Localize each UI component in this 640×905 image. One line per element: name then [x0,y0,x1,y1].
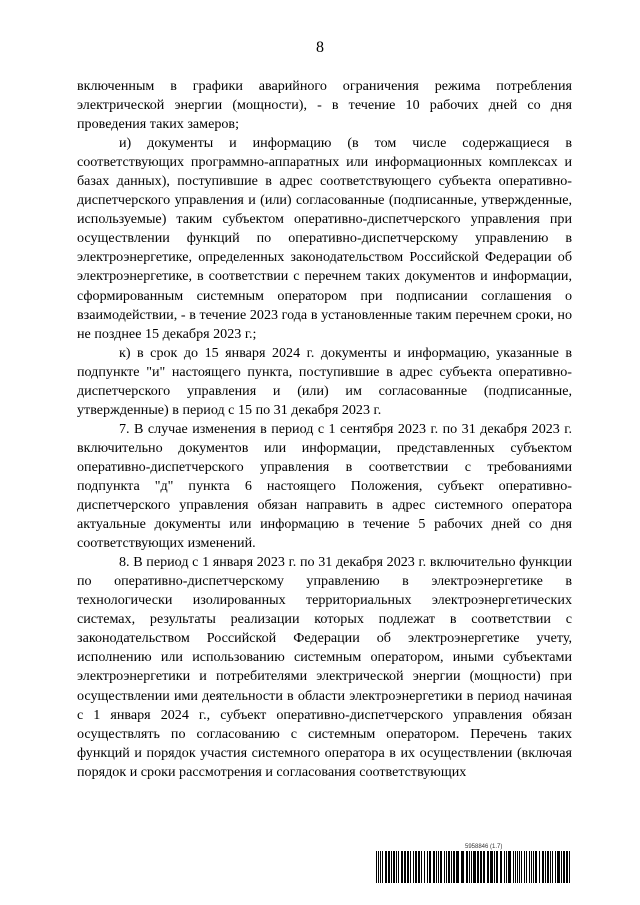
paragraph-point-8: 8. В период с 1 января 2023 г. по 31 декабря 2023 г. включительно функции по оперативно-диспетчерскому управлению в электроэнергетике в технологически изолированных территориальных электроэнергетических системах, результаты реализации которых подлежат в соответствии с законодательством Российской Федерации об электроэнергетике учету, исполнению или использованию системным оператором, иными субъектами электроэнергетики и потребителями электрической энергии (мощности) при осуществлении ими деятельности в области электроэнергетики в период начиная с 1 января 2024 г., субъект оперативно-диспетчерского управления обязан осуществлять по согласованию с системным оператором. Перечень таких функций и порядок участия системного оператора в их осуществлении (включая порядок и сроки рассмотрения и согласования соответствующих [77,554,572,780]
barcode-image [376,851,570,883]
page-number: 8 [316,39,324,56]
paragraph-item-i: и) документы и информацию (в том числе содержащиеся в соответствующих программно-аппаратных или информационных комплексах и базах данных), поступившие в адрес соответствующего субъекта оперативно-диспетчерского управления и (или) согласованные (подписанные, утвержденные, используемые) таким субъектом оперативно-диспетчерского управления при осуществлении функций по оперативно-диспетчерскому управлению в электроэнергетике, определенных законодательством Российской Федерации об электроэнергетике, в соответствии с перечнем таких документов и информации, сформированным системным оператором при подписании соглашения о взаимодействии, - в течение 2023 года в установленные таким перечнем сроки, но не позднее 15 декабря 2023 г.; [77,135,572,342]
paragraph-point-7: 7. В случае изменения в период с 1 сентября 2023 г. по 31 декабря 2023 г. включительно документов или информации, представленных субъектом оперативно-диспетчерского управления в соответствии с требованиями подпункта "д" пункта 6 настоящего Положения, субъект оперативно-диспетчерского управления обязан направить в адрес системного оператора актуальные документы или информацию в течение 5 рабочих дней со дня соответствующих изменений. [77,420,572,552]
document-body [77,77,572,782]
paragraph-item-k: к) в срок до 15 января 2024 г. документы и информацию, указанные в подпункте "и" настоящего пункта, поступившие в адрес субъекта оперативно-диспетчерского управления и (или) им согласованные (подписанные, утвержденные) в период с 15 по 31 декабря 2023 г. [77,344,572,418]
document-id-stamp: 5958846 (1.7) [465,844,503,850]
paragraph-continuation: включенным в графики аварийного ограничения режима потребления электрической энергии (мощности), - в течение 10 рабочих дней со дня проведения таких замеров; [77,78,572,133]
